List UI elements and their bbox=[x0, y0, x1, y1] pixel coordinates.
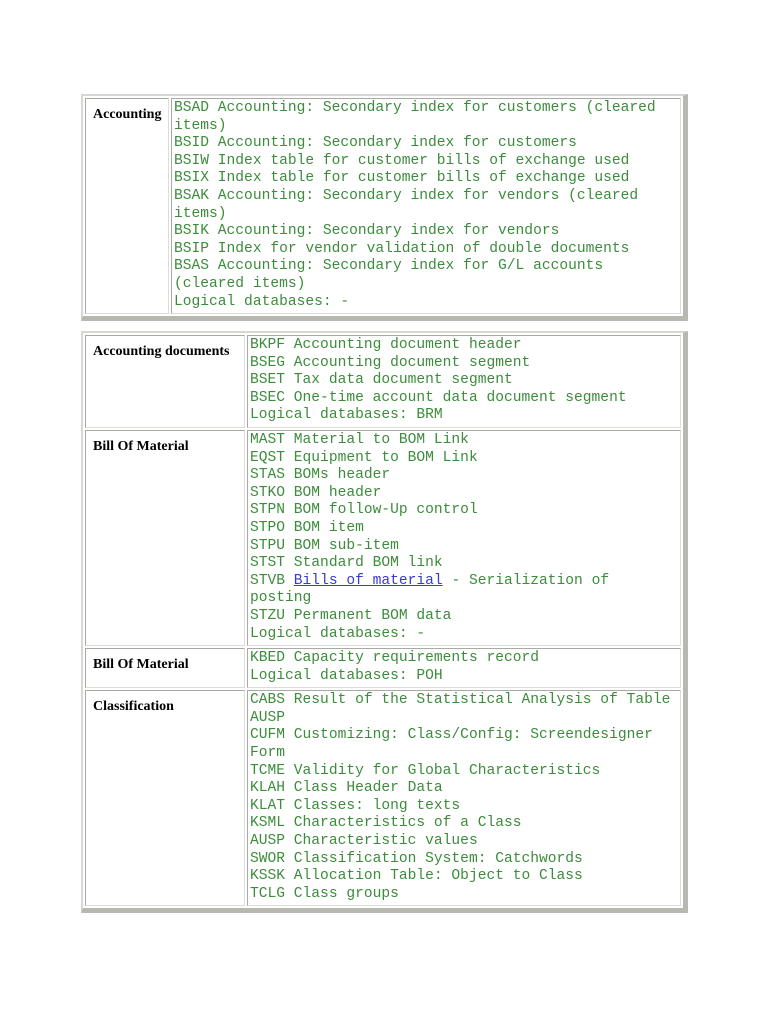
table-entry: KSSK Allocation Table: Object to Class bbox=[250, 868, 583, 885]
table-entry: BSID Accounting: Secondary index for customers bbox=[174, 135, 577, 152]
table-entry-with-link bbox=[250, 573, 676, 608]
accounting-table bbox=[81, 94, 688, 321]
table-entry: BSIP Index for vendor validation of double documents bbox=[174, 240, 630, 257]
table-entry: BSIX Index table for customer bills of exchange used bbox=[174, 170, 630, 187]
row-label: Bill Of Material bbox=[85, 430, 245, 646]
table-entry: CUFM Customizing: Class/Config: Screendesigner Form bbox=[250, 727, 653, 762]
logical-databases: Logical databases: POH bbox=[250, 667, 443, 684]
table-entry: STZU Permanent BOM data bbox=[250, 607, 452, 624]
table-entry: BSAS Accounting: Secondary index for G/L accounts (cleared items) bbox=[174, 258, 604, 292]
table-entry: EQST Equipment to BOM Link bbox=[250, 449, 478, 466]
table-row bbox=[85, 648, 681, 688]
logical-databases: Logical databases: - bbox=[174, 293, 350, 310]
table-entry: TCME Validity for Global Characteristics bbox=[250, 762, 601, 779]
table-entry: STKO BOM header bbox=[250, 484, 382, 501]
entry-suffix: - Serialization of posting bbox=[250, 572, 618, 607]
table-row bbox=[85, 430, 681, 646]
table-entry: BSAD Accounting: Secondary index for customers (cleared items) bbox=[174, 100, 656, 134]
table-entry: STST Standard BOM link bbox=[250, 555, 443, 572]
table-entry: STPU BOM sub-item bbox=[250, 537, 399, 554]
table-entry: KSML Characteristics of a Class bbox=[250, 815, 522, 832]
row-content bbox=[247, 335, 681, 428]
table-entry: MAST Material to BOM Link bbox=[250, 431, 469, 448]
table-entry: CABS Result of the Statistical Analysis of Table AUSP bbox=[250, 692, 671, 726]
table-row bbox=[85, 335, 681, 428]
table-entry: BKPF Accounting document header bbox=[250, 337, 522, 353]
row-content bbox=[247, 690, 681, 906]
row-label: Accounting documents bbox=[85, 335, 245, 428]
row-label: Bill Of Material bbox=[85, 648, 245, 688]
table-entry: BSIK Accounting: Secondary index for vendors bbox=[174, 223, 560, 240]
row-label: Classification bbox=[85, 690, 245, 906]
table-entry: KLAH Class Header Data bbox=[250, 780, 443, 797]
entry-prefix: STVB bbox=[250, 572, 294, 589]
table-entry: STPN BOM follow-Up control bbox=[250, 502, 478, 519]
row-content bbox=[247, 648, 681, 688]
table-entry: BSEG Accounting document segment bbox=[250, 354, 531, 371]
table-entry: SWOR Classification System: Catchwords bbox=[250, 850, 583, 867]
table-row bbox=[85, 98, 681, 314]
row-content bbox=[171, 98, 681, 314]
table-entry: BSAK Accounting: Secondary index for vendors (cleared items) bbox=[174, 187, 639, 222]
table-entry: BSIW Index table for customer bills of exchange used bbox=[174, 152, 630, 169]
bills-of-material-link[interactable]: Bills of material bbox=[293, 572, 443, 589]
table-entry: AUSP Characteristic values bbox=[250, 833, 478, 850]
logical-databases: Logical databases: BRM bbox=[250, 407, 443, 424]
table-entry: BSET Tax data document segment bbox=[250, 372, 513, 389]
row-content bbox=[247, 430, 681, 646]
table-entry: BSEC One-time account data document segment bbox=[250, 389, 627, 406]
row-label: Accounting bbox=[85, 98, 169, 314]
table-entry: STPO BOM item bbox=[250, 519, 364, 536]
table-row bbox=[85, 690, 681, 906]
table-entry: KLAT Classes: long texts bbox=[250, 797, 461, 814]
table-entry: TCLG Class groups bbox=[250, 885, 399, 902]
sap-tables-table bbox=[81, 331, 688, 913]
logical-databases: Logical databases: - bbox=[250, 625, 426, 642]
table-entry: KBED Capacity requirements record bbox=[250, 650, 540, 667]
table-entry: STAS BOMs header bbox=[250, 467, 391, 484]
